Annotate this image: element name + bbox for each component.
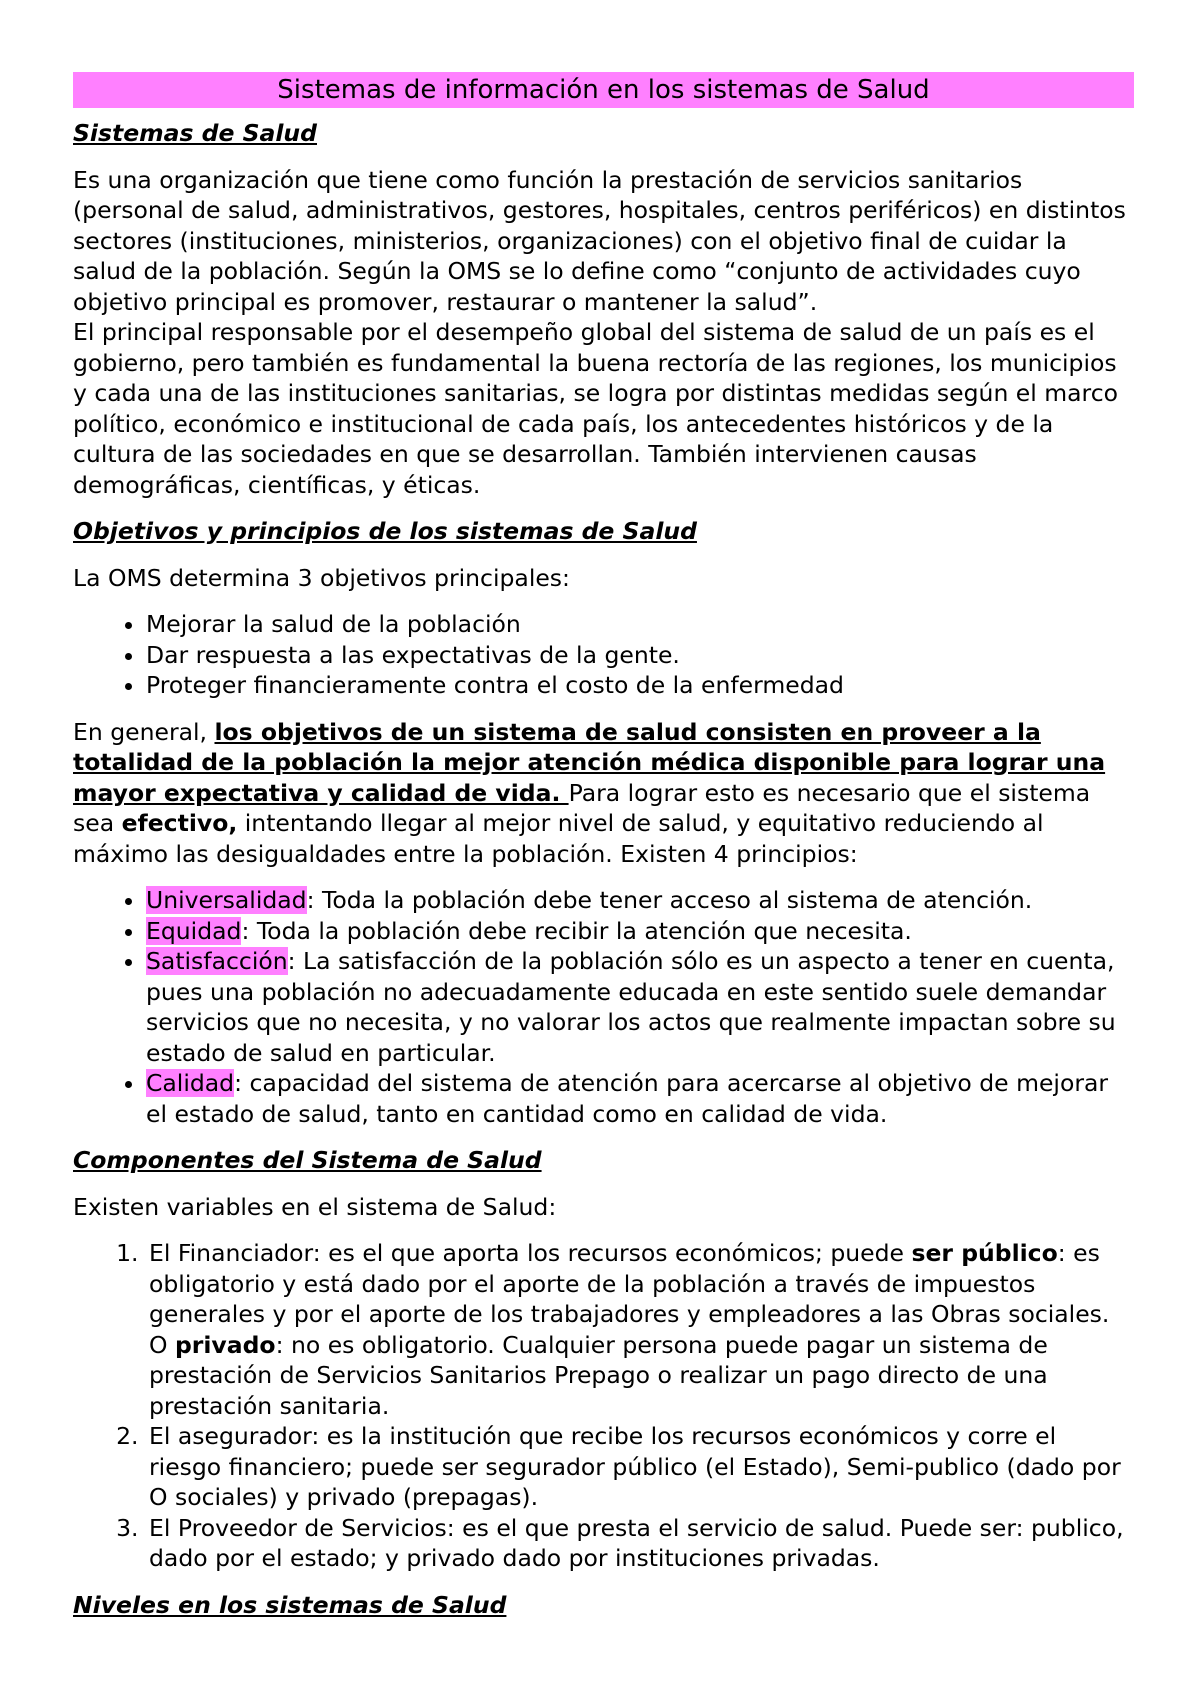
component-text: : no es obligatorio. Cualquier persona puede pagar un sistema de prestación de Servicios Sanitarios Prepago o realizar un pago directo de una prestación sanitaria. (149, 1330, 1048, 1420)
principle-text: : capacidad del sistema de atención para acercarse al objetivo de mejorar el estado de salud, tanto en cantidad como en calidad de vida. (146, 1069, 1109, 1128)
component-text: El Financiador: es el que aporta los recursos económicos; puede (149, 1239, 912, 1267)
paragraph-variables-intro: Existen variables en el sistema de Salud: (73, 1192, 557, 1221)
general-emphasis: los objetivos de un sistema de salud consisten en proveer a la totalidad de la población la mejor atención médica disponible para lograr una mayor expectativa y calidad de vida. (73, 717, 1106, 807)
component-emphasis: privado (174, 1330, 276, 1359)
list-item (146, 946, 1134, 1068)
general-mid: Para lograr esto es necesario que el sistema sea (73, 778, 1091, 837)
objectives-list (73, 609, 1134, 701)
section-heading-niveles: Niveles en los sistemas de Salud (73, 1590, 507, 1619)
paragraph-responsable: El principal responsable por el desempeño global del sistema de salud de un país es el gobierno, pero también es fundamental la buena rectoría de las regiones, los municipios y cada una de las instituciones sanitarias, se logra por distintas medidas según el marco político, económico e institucional de cada país, los antecedentes históricos y de la cultura de las sociedades en que se desarrollan. También intervienen causas demográficas, científicas, y éticas. (73, 318, 1119, 499)
list-item: 2. El asegurador: es la institución que recibe los recursos económicos y corre el riesgo financiero; puede ser segurador público (el Estado), Semi-publico (dado por O sociales) y privado (prepagas). (146, 1421, 1134, 1513)
principle-term: Calidad (146, 1069, 235, 1097)
paragraph-general (73, 717, 1134, 870)
components-list (73, 1238, 1134, 1574)
list-item (146, 885, 1134, 916)
section-heading-componentes: Componentes del Sistema de Salud (73, 1146, 542, 1174)
component-text: : es obligatorio y está dado por el aporte de la población a través de impuestos generales y por el aporte de los trabajadores y empleadores a las Obras sociales. O (149, 1239, 1110, 1359)
principle-term: Satisfacción (146, 947, 288, 975)
list-item: • Mejorar la salud de la población (146, 609, 1134, 640)
document-title: Sistemas de información en los sistemas de Salud (73, 72, 1134, 108)
principle-term: Equidad (146, 916, 242, 945)
paragraph-definition: Es una organización que tiene como función la prestación de servicios sanitarios (personal de salud, administrativos, gestores, hospitales, centros periféricos) en distintos sectores (instituciones, ministerios, organizaciones) con el objetivo final de cuidar la salud de la población. Según la OMS se lo define como “conjunto de actividades cuyo objetivo principal es promover, restaurar o mantener la salud”. (73, 165, 1126, 316)
general-suffix: intentando llegar al mejor nivel de salud, y equitativo reduciendo al máximo las desigualdades entre la población. Existen 4 principios: (73, 809, 1044, 868)
principle-text: : Toda la población debe recibir la atención que necesita. (241, 916, 912, 945)
list-item: • Proteger financieramente contra el costo de la enfermedad (146, 670, 1134, 701)
principle-text: : Toda la población debe tener acceso al sistema de atención. (306, 886, 1033, 914)
list-item: • Dar respuesta a las expectativas de la gente. (146, 640, 1134, 671)
list-item (146, 1068, 1134, 1129)
general-emphasis-efectivo: efectivo, (121, 809, 238, 837)
principles-list (73, 885, 1134, 1129)
component-emphasis: ser público (911, 1239, 1058, 1267)
general-prefix: En general, (73, 717, 215, 746)
section-heading-sistemas: Sistemas de Salud (73, 119, 317, 147)
list-item (146, 1238, 1134, 1421)
list-item: 3. El Proveedor de Servicios: es el que presta el servicio de salud. Puede ser: publico, dado por el estado; y privado dado por instituciones privadas. (146, 1513, 1134, 1574)
principle-term: Universalidad (146, 886, 307, 914)
list-item (146, 916, 1134, 947)
section-heading-objetivos: Objetivos y principios de los sistemas de Salud (73, 517, 697, 545)
principle-text: : La satisfacción de la población sólo es un aspecto a tener en cuenta, pues una población no adecuadamente educada en este sentido suele demandar servicios que no necesita, y no valorar los actos que realmente impactan sobre su estado de salud en particular. (146, 947, 1116, 1067)
paragraph-oms-intro: La OMS determina 3 objetivos principales: (73, 563, 570, 592)
